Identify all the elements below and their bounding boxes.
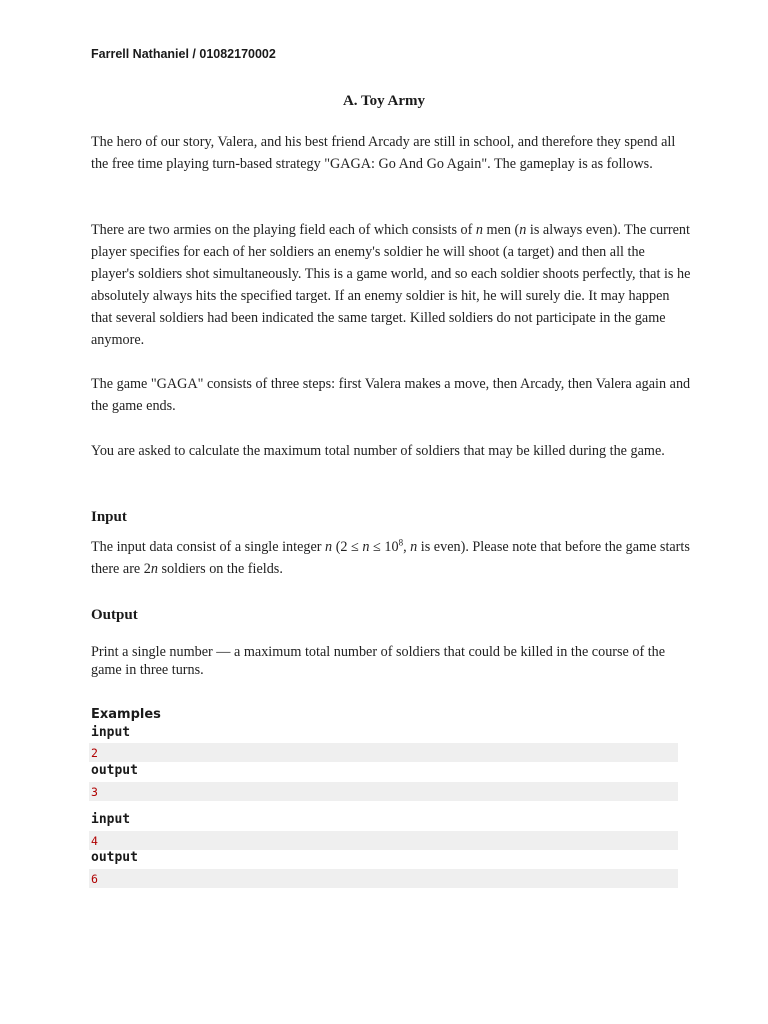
example-2-input-box [89, 831, 678, 850]
input-heading: Input [91, 509, 127, 525]
example-2-input-label: input [91, 812, 131, 827]
output-heading: Output [91, 607, 138, 623]
examples-heading: Examples [91, 707, 161, 722]
example-1-output-label: output [91, 763, 138, 778]
steps-paragraph: The game "GAGA" consists of three steps: first Valera makes a move, then Arcady, then Valera again and the game ends. [91, 376, 691, 414]
armies-paragraph: There are two armies on the playing field each of which consists of n men (n is always even). The current player specifies for each of her soldiers an enemy's soldier he will shoot (a target) and then all the player's soldiers shot simultaneously. This is a game world, and so each soldier shoots perfectly, that is he absolutely always hits the specified target. If an enemy soldier is hit, he will surely die. It may happen that several soldiers had been indicated the same target. Killed soldiers do not participate in the game anymore. [91, 222, 691, 348]
input-description: The input data consist of a single integer n ($2 \le n \le 10^8$, n is even). Please note that before the game starts there are 2n soldiers on the fields. [91, 537, 690, 577]
task-paragraph: You are asked to calculate the maximum total number of soldiers that may be killed during the game. [91, 443, 665, 459]
example-2-output-box [89, 869, 678, 888]
example-1-output-value: 3 [91, 785, 98, 799]
example-2-output-label: output [91, 850, 138, 865]
example-1-output-box [89, 782, 678, 801]
author-line: Farrell Nathaniel / 01082170002 [91, 47, 276, 61]
example-1-input-label: input [91, 725, 131, 740]
example-2-output-value: 6 [91, 872, 98, 886]
problem-title: A. Toy Army [342, 93, 426, 109]
example-1-input-value: 2 [91, 746, 98, 760]
output-description: Print a single number — a maximum total number of soldiers that could be killed in the course of the game in three turns. [91, 644, 666, 678]
example-1-input-box [89, 743, 678, 762]
example-2-input-value: 4 [91, 834, 98, 848]
intro-paragraph: The hero of our story, Valera, and his best friend Arcady are still in school, and therefore they spend all the free time playing turn-based strategy "GAGA: Go And Go Again". The gameplay is as follows. [91, 134, 676, 172]
